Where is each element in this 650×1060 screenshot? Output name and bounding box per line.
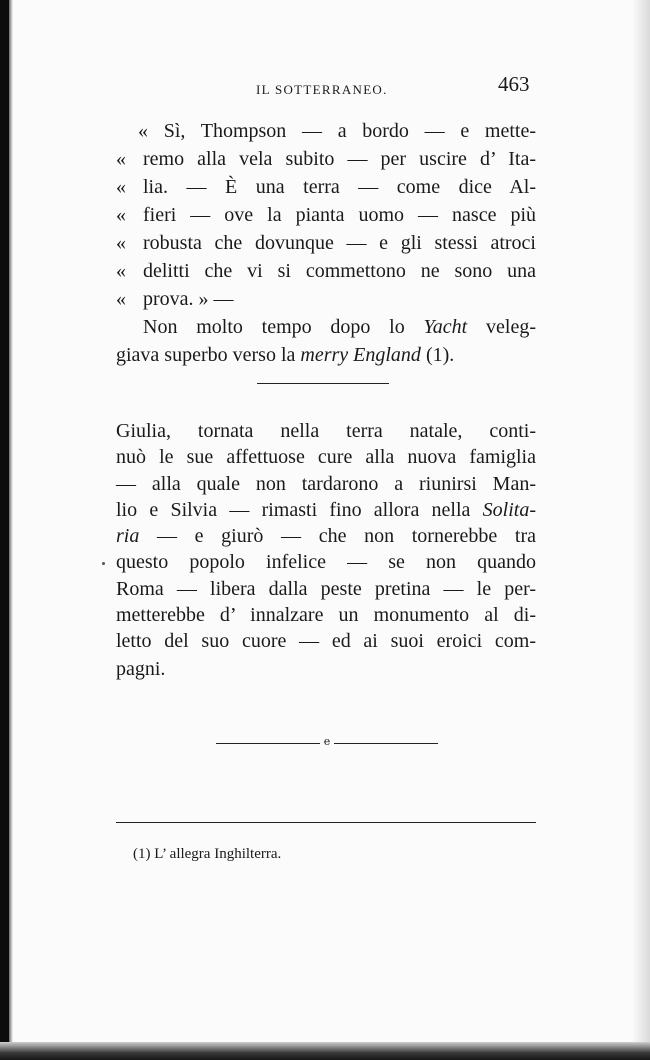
guillemet-mark: « [116, 204, 126, 226]
text-line: Giulia, tornata nella terra natale, conti- [116, 420, 536, 442]
binding-shadow [9, 0, 13, 1060]
text-run: (1). [420, 344, 455, 366]
text-run: lio e Silvia — rimasti fino allora nella [116, 499, 483, 521]
paper-speck [102, 562, 105, 565]
text-run: Non molto tempo dopo lo [143, 316, 424, 338]
italic-text: Yacht [423, 316, 468, 338]
ornament-glyph: e [323, 735, 331, 748]
text-line [116, 522, 536, 550]
footnote: (1) L’ allegra Inghilterra. [133, 846, 282, 862]
page-binding-edge [0, 0, 9, 1060]
text-line: pagni. [116, 658, 166, 680]
ornament-rule-left [216, 743, 320, 744]
text-line: — alla quale non tardarono a riunirsi Man- [116, 473, 536, 495]
text-line: fieri — ove la pianta uomo — nasce più [143, 204, 536, 226]
footnote-rule [116, 822, 536, 823]
text-line: remo alla vela subito — per uscire d’ Ita- [143, 148, 536, 170]
text-line [116, 496, 536, 524]
guillemet-mark: « [116, 288, 126, 310]
guillemet-mark: « [116, 176, 126, 198]
guillemet-mark: « [116, 148, 126, 170]
text-run: giava superbo verso la [116, 344, 301, 366]
italic-text: merry England [300, 344, 421, 366]
text-line: robusta che dovunque — e gli stessi atroci [143, 232, 536, 254]
text-line: « Sì, Thompson — a bordo — e mette- [138, 120, 536, 142]
text-line: lia. — È una terra — come dice Al- [143, 176, 536, 198]
section-divider [257, 383, 389, 384]
text-line: nuò le sue affettuose cure alla nuova famiglia [116, 446, 536, 468]
running-title: IL SOTTERRANEO. [256, 82, 388, 97]
text-run: — e giurò — che non tornerebbe tra [139, 525, 536, 547]
page-number: 463 [498, 72, 530, 96]
text-line [116, 341, 536, 369]
page-right-shade [632, 0, 650, 1060]
text-line: delitti che vi si commettono ne sono una [143, 260, 536, 282]
italic-text: Solita- [482, 499, 536, 521]
page-bottom-edge [0, 1042, 650, 1060]
text-run: veleg- [467, 316, 536, 338]
italic-text: ria [116, 525, 140, 547]
text-line [143, 313, 536, 341]
guillemet-mark: « [116, 232, 126, 254]
text-line: Roma — libera dalla peste pretina — le per- [116, 578, 536, 600]
text-line: prova. » — [143, 288, 234, 310]
guillemet-mark: « [116, 260, 126, 282]
text-line: letto del suo cuore — ed ai suoi eroici com- [116, 630, 536, 652]
text-line: questo popolo infelice — se non quando [116, 551, 536, 573]
text-line: metterebbe d’ innalzare un monumento al di- [116, 604, 536, 626]
ornament-rule-right [334, 743, 438, 744]
